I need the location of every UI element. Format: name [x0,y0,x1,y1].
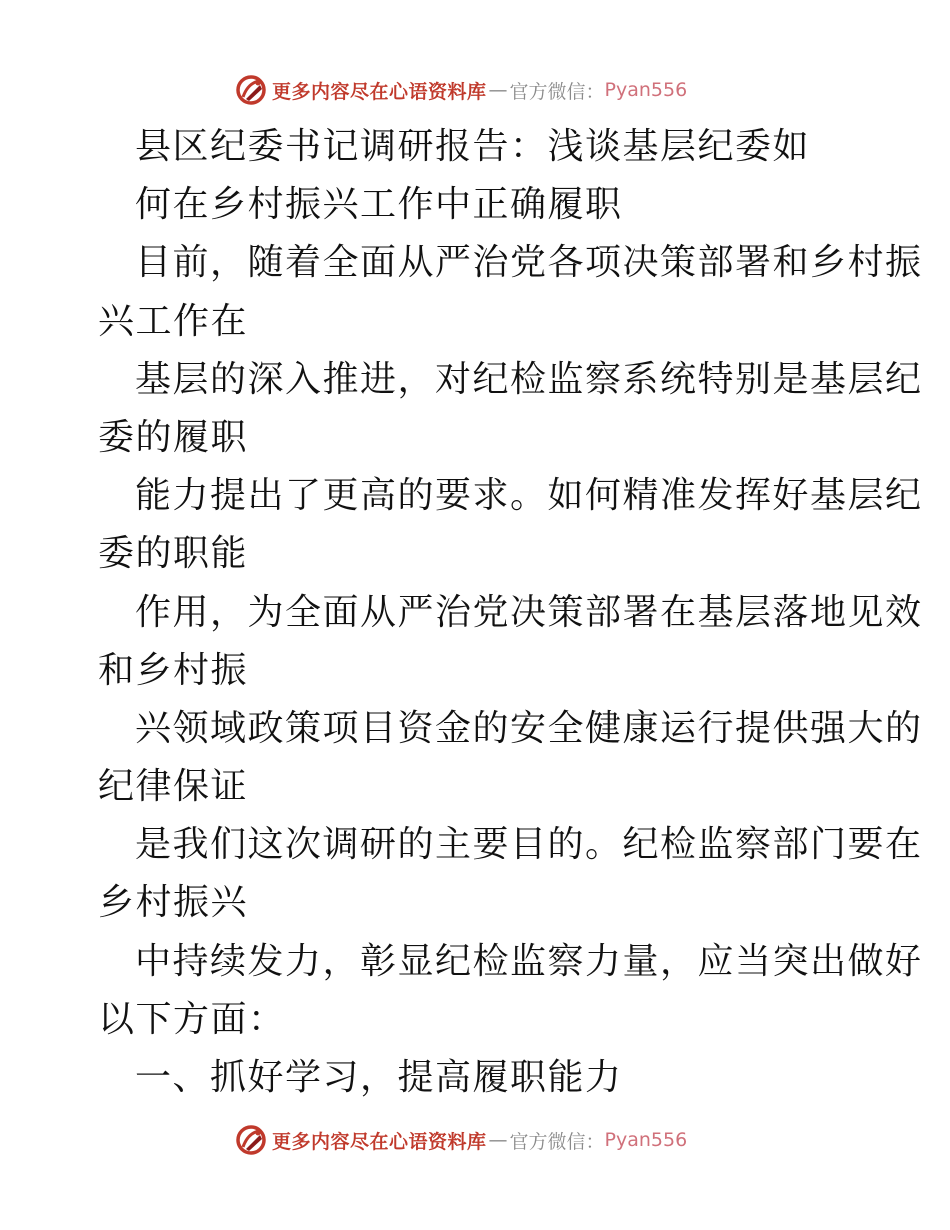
title-line-1: 县区纪委书记调研报告：浅谈基层纪委如 [135,126,811,167]
paragraph-line: 以下方面： [98,998,286,1040]
header-slogan: 更多内容尽在心语资料库 [272,80,487,103]
header-banner [234,72,687,108]
paragraph-line: 委的职能 [98,533,249,575]
footer-wechat-id: Pyan556 [604,1129,688,1151]
header-wechat-id: Pyan556 [604,79,688,101]
paragraph-line: 纪律保证 [98,766,249,808]
footer-wechat-label: 官方微信： [509,1130,605,1153]
paragraph-line: 作用，为全面从严治党决策部署在基层落地见效 [135,591,923,633]
paragraph-line: 乡村振兴 [98,882,249,924]
paragraph-line: 中持续发力，彰显纪检监察力量，应当突出做好 [135,940,923,982]
header-dash: — [488,79,508,101]
paragraph-line: 和乡村振 [98,649,249,691]
logo-icon [234,73,268,107]
paragraph-line: 兴领域政策项目资金的安全健康运行提供强大的 [135,707,923,749]
paragraph-line: 是我们这次调研的主要目的。纪检监察部门要在 [135,824,923,866]
paragraph-line: 委的履职 [98,416,249,458]
paragraph-line: 基层的深入推进，对纪检监察系统特别是基层纪 [135,358,923,400]
logo-icon [234,1123,268,1157]
footer-slogan: 更多内容尽在心语资料库 [272,1130,487,1153]
paragraph-line: 能力提出了更高的要求。如何精准发挥好基层纪 [135,475,923,517]
paragraph-line: 目前，随着全面从严治党各项决策部署和乡村振 [135,242,923,284]
title-line-2: 何在乡村振兴工作中正确履职 [135,184,623,226]
footer-banner [234,1122,687,1158]
header-wechat-label: 官方微信： [509,80,605,103]
paragraph-line: 兴工作在 [98,300,249,342]
footer-dash: — [488,1129,508,1151]
section-heading: 一、抓好学习，提高履职能力 [135,1057,623,1098]
document-body [98,118,923,1107]
